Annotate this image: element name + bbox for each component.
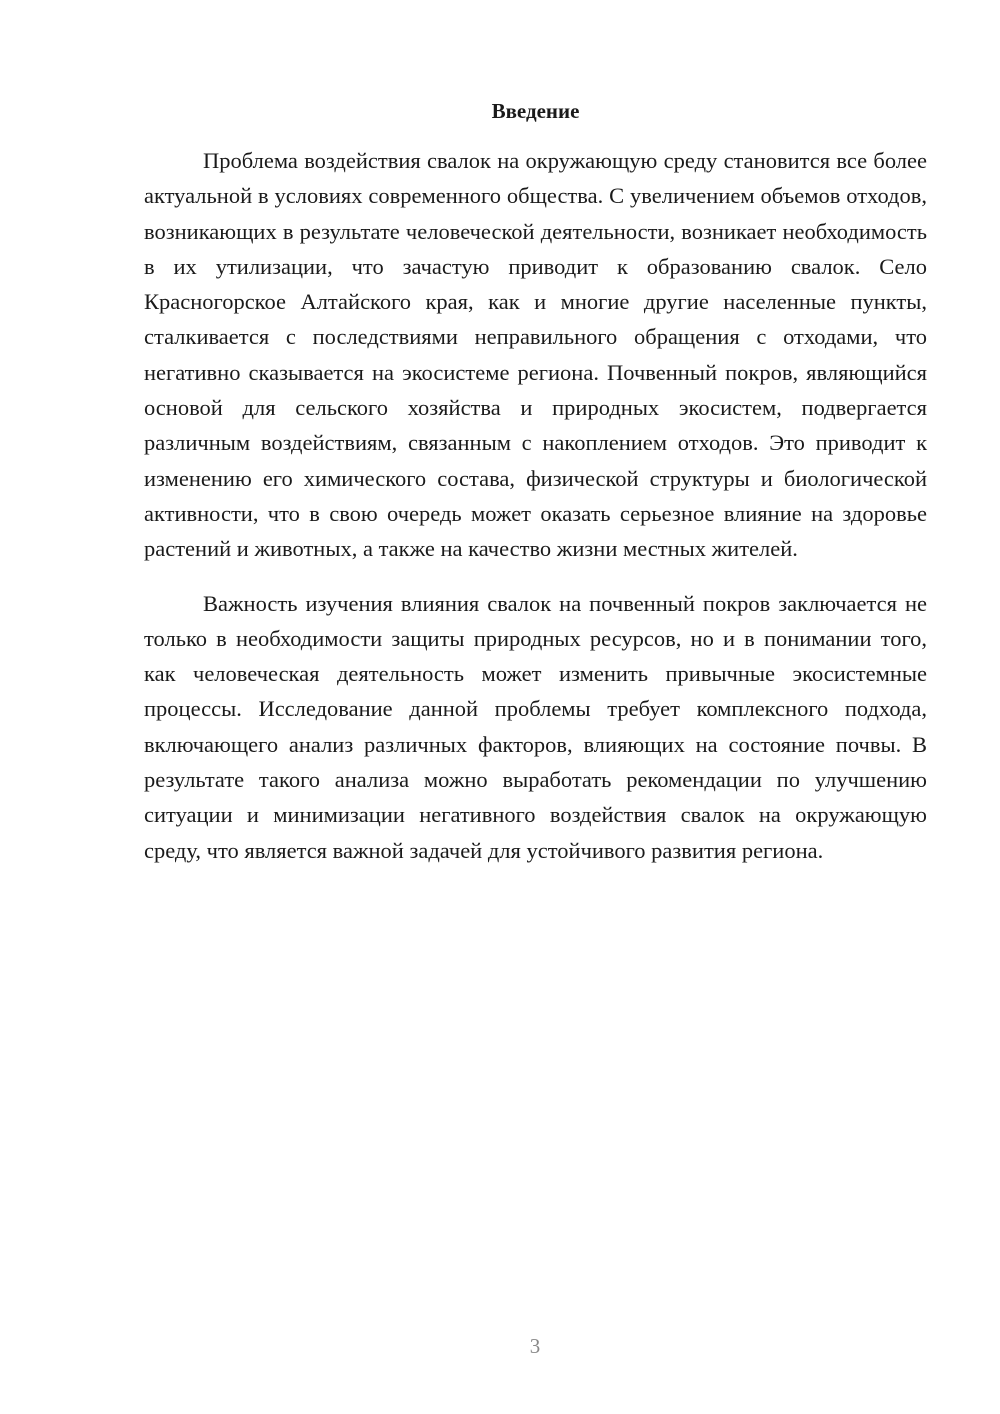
section-heading: Введение <box>491 99 580 123</box>
document-body <box>144 143 927 868</box>
page-number: 3 <box>529 1334 541 1358</box>
paragraph-2: Важность изучения влияния свалок на почвенный покров заключается не только в необходимости защиты природных ресурсов, но и в понимании того, как человеческая деятельность может изменить привычные экосистемные процессы. Исследование данной проблемы требует комплексного подхода, включающего анализ различных факторов, влияющих на состояние почвы. В результате такого анализа можно выработать рекомендации по улучшению ситуации и минимизации негативного воздействия свалок на окружающую среду, что является важной задачей для устойчивого развития региона. <box>144 590 927 863</box>
paragraph-1: Проблема воздействия свалок на окружающую среду становится все более актуальной в условиях современного общества. С увеличением объемов отходов, возникающих в результате человеческой деятельности, возникает необходимость в их утилизации, что зачастую приводит к образованию свалок. Село Красногорское Алтайского края, как и многие другие населенные пункты, сталкивается с последствиями неправильного обращения с отходами, что негативно сказывается на экосистеме региона. Почвенный покров, являющийся основой для сельского хозяйства и природных экосистем, подвергается различным воздействиям, связанным с накоплением отходов. Это приводит к изменению его химического состава, физической структуры и биологической активности, что в свою очередь может оказать серьезное влияние на здоровье растений и животных, а также на качество жизни местных жителей. <box>144 148 927 562</box>
